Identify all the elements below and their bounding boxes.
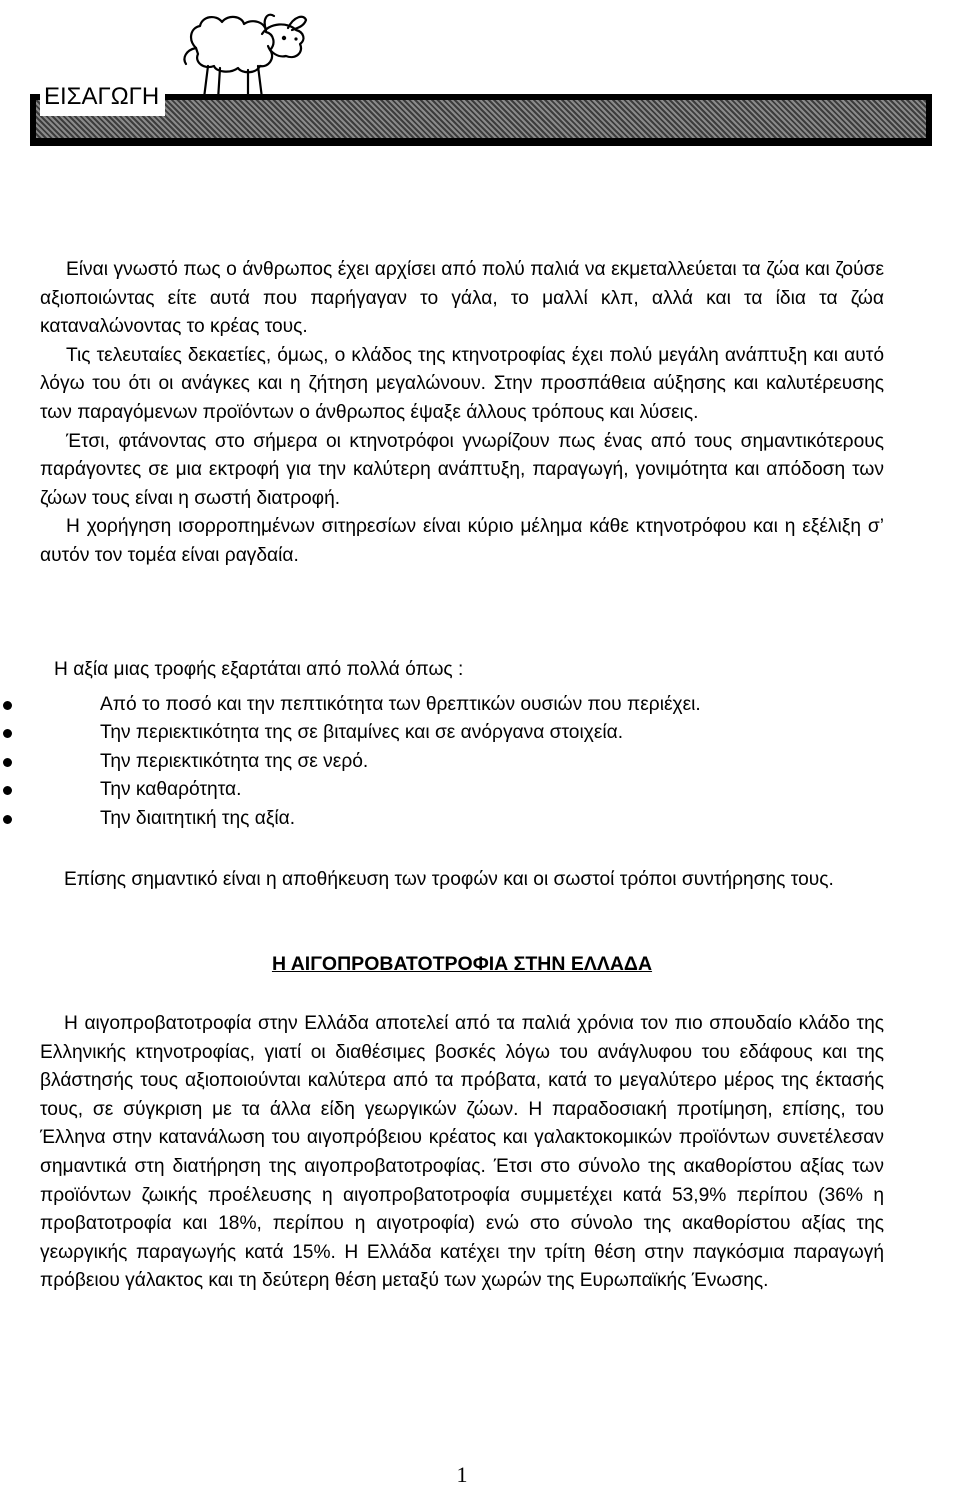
list-item	[0, 748, 900, 777]
section-paragraph: Η αιγοπροβατοτροφία στην Ελλάδα αποτελεί από τα παλιά χρόνια τον πιο σπουδαίο κλάδο της Ελληνικής κτηνοτροφίας, γιατί οι διαθέσιμες βοσκές λόγω του ανάγλυφου του εδάφους και της βλάστησής τους αξιοποιούνται καλύτερα από τα πρόβατα, κατά το μεγαλύτερο μέρος της έκτασής τους, σε σύγκριση με τα άλλα είδη γεωργικών ζώων. Η παραδοσιακή προτίμηση, επίσης, του Έλληνα στην κατανάλωση του αιγοπρόβειου κρέατος και γαλακτοκομικών προϊόντων συνετέλεσαν σημαντικά στη διατήρηση της αιγοπροβατοτροφίας. Έτσι στο σύνολο της ακαθορίστου αξίας των προϊόντων ζωικής προέλευσης η αιγοπροβατοτροφία συμμετέχει κατά 53,9% περίπου (36% η προβατοτροφία και 18%, περίπου η αιγοτροφία) ενώ στο σύνολο της ακαθορίστου αξίας της γεωργικής παραγωγής κατά 15%. Η Ελλάδα κατέχει την τρίτη θέση στην παγκόσμια παραγωγή πρόβειου γάλακτος και τη δεύτερη θέση μεταξύ των χωρών της Ευρωπαϊκής Ένωσης.	[40, 1013, 884, 1292]
document-title: ΕΙΣΑΓΩΓΗ	[40, 80, 165, 116]
feed-value-section	[0, 656, 900, 834]
list-item	[0, 776, 900, 805]
list-item-text: Την περιεκτικότητα της σε νερό.	[100, 750, 369, 772]
list-item	[0, 805, 900, 834]
section-heading: Η ΑΙΓΟΠΡΟΒΑΤΟΤΡΟΦΙΑ ΣΤΗΝ ΕΛΛΑΔΑ	[271, 953, 653, 975]
list-item	[0, 691, 900, 720]
bullet-icon	[3, 815, 12, 824]
lamb-icon	[178, 8, 310, 108]
bullet-icon	[3, 701, 12, 710]
intro-section	[40, 256, 884, 571]
header-pattern-fill	[36, 100, 926, 138]
intro-paragraph: Έτσι, φτάνοντας στο σήμερα οι κτηνοτρόφοι γνωρίζουν πως ένας από τους σημαντικότερους παράγοντες σε μια εκτροφή για την καλύτερη ανάπτυξη, παραγωγή, γονιμότητα και απόδοση των ζώων τους είναι η σωστή διατροφή.	[40, 430, 884, 509]
intro-paragraph: Τις τελευταίες δεκαετίες, όμως, ο κλάδος της κτηνοτροφίας έχει πολύ μεγάλη ανάπτυξη και αυτό λόγω του ότι οι ανάγκες και η ζήτηση μεγαλώνουν. Στην προσπάθεια αύξησης και καλυτέρευσης των παραγόμενων προϊόντων ο άνθρωπος έψαξε άλλους τρόπους και λύσεις.	[40, 344, 884, 423]
list-item-text: Την καθαρότητα.	[100, 779, 242, 801]
storage-paragraph: Επίσης σημαντικό είναι η αποθήκευση των τροφών και οι σωστοί τρόποι συντήρησης τους.	[64, 869, 834, 890]
page-number: 1	[456, 1462, 468, 1487]
bullet-icon	[3, 758, 12, 767]
feed-value-list	[0, 691, 900, 834]
intro-paragraph: Η χορήγηση ισορροπημένων σιτηρεσίων είναι κύριο μέλημα κάθε κτηνοτρόφου και η εξέλιξη σ’ αυτόν τον τομέα είναι ραγδαία.	[40, 516, 884, 566]
page-header	[30, 8, 932, 146]
bullet-icon	[3, 729, 12, 738]
bullet-icon	[3, 786, 12, 795]
intro-paragraph: Είναι γνωστό πως ο άνθρωπος έχει αρχίσει από πολύ παλιά να εκμεταλλεύεται τα ζώα και ζούσε αξιοποιώντας είτε αυτά που παρήγαγαν το γάλα, το μαλλί κλπ, αλλά και τα ίδια τα ζώα καταναλώνοντας το κρέας τους.	[40, 259, 884, 338]
list-item-text: Την διαιτητική της αξία.	[100, 807, 296, 829]
list-item-text: Την περιεκτικότητα της σε βιταμίνες και σε ανόργανα στοιχεία.	[100, 722, 624, 744]
feed-value-lead: Η αξία μιας τροφής εξαρτάται από πολλά όπως :	[54, 659, 464, 680]
list-item-text: Από το ποσό και την πεπτικότητα των θρεπτικών ουσιών που περιέχει.	[100, 693, 701, 715]
list-item	[0, 719, 900, 748]
header-pattern-bar	[30, 94, 932, 146]
